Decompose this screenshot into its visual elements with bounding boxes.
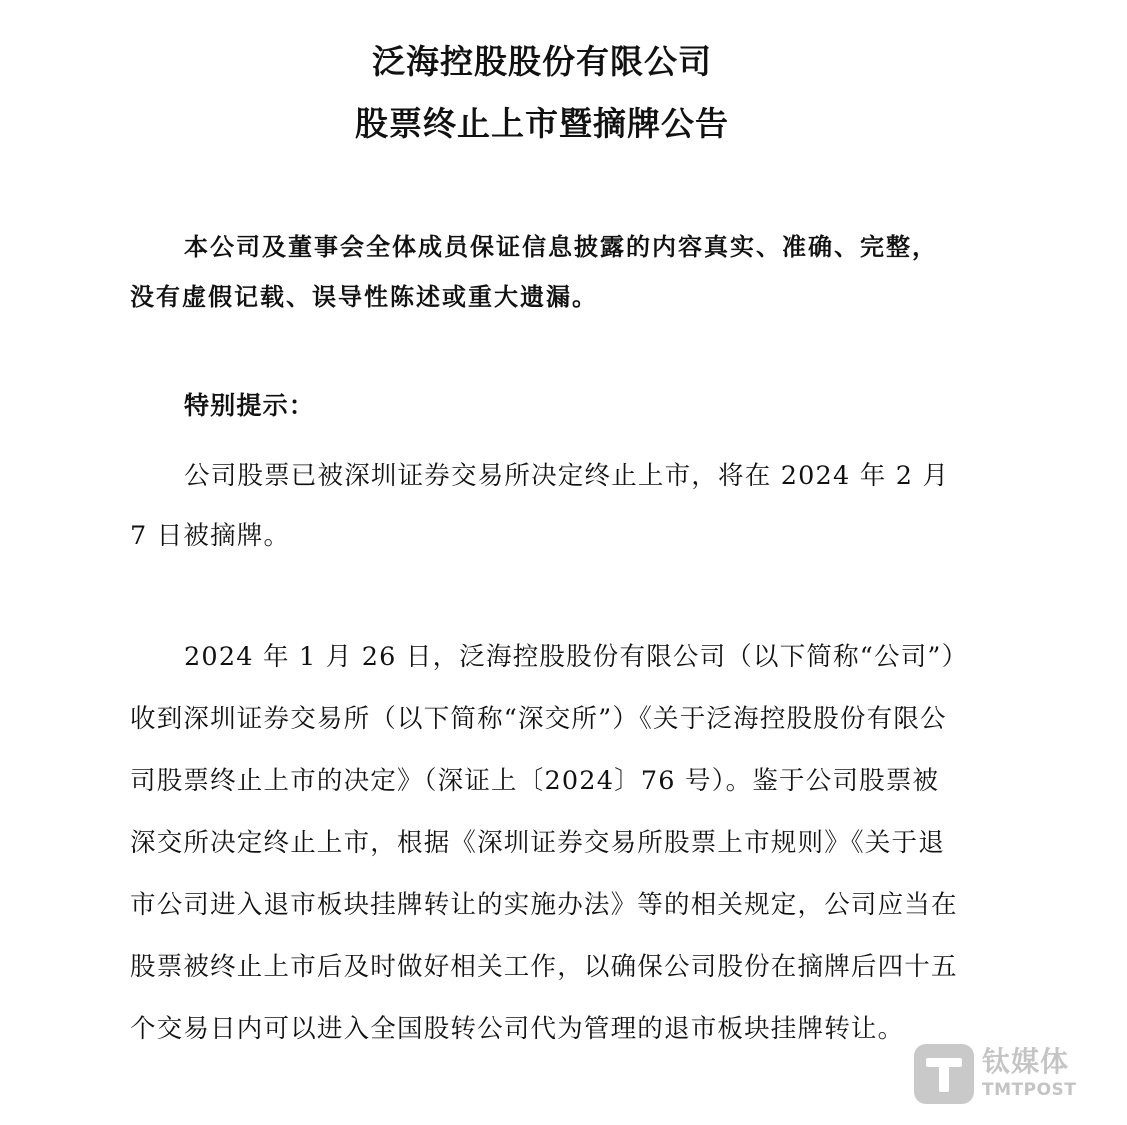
body-text: 2024 年 1 月 26 日，泛海控股股份有限公司（以下简称“公司”）收到深圳证券交易所（以下简称“深交所”）《关于泛海控股股份有限公司股票终止上市的决定》（深证上〔2024〕76 号）。鉴于公司股票被深交所决定终止上市，根据《深圳证券交易所股票上市规则》《关于退市公司进入退市板块挂牌转让的实施办法》等的相关规定，公司应当在股票被终止上市后及时做好相关工作，以确保公司股份在摘牌后四十五个交易日内可以进入全国股转公司代为管理的退市板块挂牌转让。 (130, 642, 958, 1044)
special-notice-text: 公司股票已被深圳证券交易所决定终止上市，将在 2024 年 2 月 7 日被摘牌。 (130, 461, 950, 551)
announcement-title: 股票终止上市暨摘牌公告 (355, 104, 729, 143)
special-notice-heading: 特别提示： (184, 391, 316, 420)
tmtpost-logo-icon (914, 1044, 974, 1104)
special-notice-paragraph (130, 446, 960, 566)
disclaimer-text: 本公司及董事会全体成员保证信息披露的内容真实、准确、完整，没有虚假记载、误导性陈述或重大遗漏。 (130, 233, 938, 311)
watermark-name-en: TMTPOST (982, 1080, 1077, 1100)
company-name-title: 泛海控股股份有限公司 (372, 42, 712, 81)
watermark (914, 1044, 1114, 1108)
disclaimer-paragraph (130, 222, 960, 322)
body-paragraph (130, 626, 960, 1060)
watermark-name-cn: 钛媒体 (982, 1045, 1070, 1078)
